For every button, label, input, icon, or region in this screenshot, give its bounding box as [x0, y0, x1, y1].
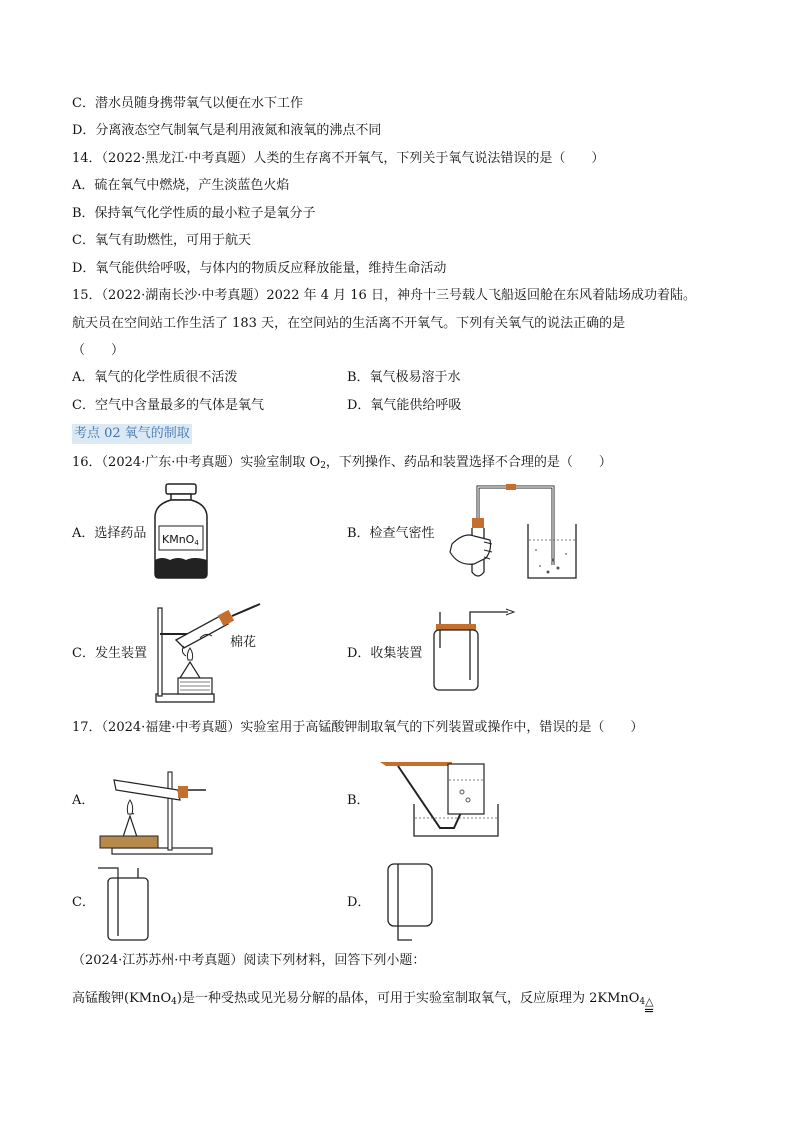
question-15-cont: 航天员在空间站工作生活了 183 天，在空间站的生活离不开氧气。下列有关氧气的说法正确的是: [72, 316, 626, 331]
option-a-q16: A．选择药品: [72, 526, 147, 541]
option-b-q14: B．保持氧气化学性质的最小粒子是氧分子: [72, 206, 316, 221]
option-c-q16: C．发生装置: [72, 646, 147, 661]
option-d-q13: D．分离液态空气制氧气是利用液氮和液氧的沸点不同: [72, 123, 382, 138]
question-15: 15．（2022·湖南长沙·中考真题）2022 年 4 月 16 日，神舟十三号载人飞船返回舱在东风着陆场成功着陆。: [72, 288, 696, 303]
section-heading: 考点 02 氧气的制取: [72, 424, 192, 444]
option-d-q16: D．收集装置: [347, 646, 423, 661]
question-15-paren: （ ）: [72, 343, 125, 358]
gas-bottle-c-figure: [94, 864, 164, 944]
gas-bottle-d-figure: [382, 862, 446, 946]
reagent-bottle-figure: [152, 482, 210, 580]
question-17: 17．（2024·福建·中考真题）实验室用于高锰酸钾制取氧气的下列装置或操作中，错误的是（ ）: [72, 720, 644, 735]
question-14: 14．（2022·黑龙江·中考真题）人类的生存离不开氧气，下列关于氧气说法错误的是（ ）: [72, 151, 605, 166]
cotton-label: 棉花: [230, 635, 257, 650]
kmno4-label: KMnO4: [162, 533, 199, 547]
material-text: 高锰酸钾(KMnO$_4$)是一种受热或见光易分解的晶体，可用于实验室制取氧气，反应原理为 2KMnO$_4$ △ ═: [72, 991, 654, 1019]
option-b-q15: B．氧气极易溶于水: [347, 370, 461, 385]
option-c-q13: C．潜水员随身携带氧气以便在水下工作: [72, 96, 303, 111]
option-a-q14: A．硫在氧气中燃烧，产生淡蓝色火焰: [72, 178, 290, 193]
heating-setup-figure: [96, 750, 216, 860]
option-d-q17: D．: [347, 895, 371, 910]
option-a-q17: A．: [72, 793, 95, 808]
material-intro: （2024·江苏苏州·中考真题）阅读下列材料，回答下列小题：: [72, 953, 426, 968]
option-c-q17: C．: [72, 895, 95, 910]
option-c-q14: C．氧气有助燃性，可用于航天: [72, 233, 251, 248]
airtightness-check-figure: [440, 480, 580, 584]
option-c-q15: C．空气中含量最多的气体是氧气: [72, 398, 264, 413]
collection-bottle-figure: [426, 608, 516, 692]
question-16: 16．（2024·广东·中考真题）实验室制取 $O_2$，下列操作、药品和装置选择不合理的是（ ）: [72, 455, 612, 471]
option-a-q15: A．氧气的化学性质很不活泼: [72, 370, 238, 385]
option-d-q14: D．氧气能供给呼吸，与体内的物质反应释放能量，维持生命活动: [72, 261, 447, 276]
option-d-q15: D．氧气能供给呼吸: [347, 398, 462, 413]
option-b-q17: B．: [347, 793, 370, 808]
option-b-q16: B．检查气密性: [347, 526, 435, 541]
generator-setup-figure: [150, 598, 266, 708]
water-collection-figure: [372, 756, 502, 840]
